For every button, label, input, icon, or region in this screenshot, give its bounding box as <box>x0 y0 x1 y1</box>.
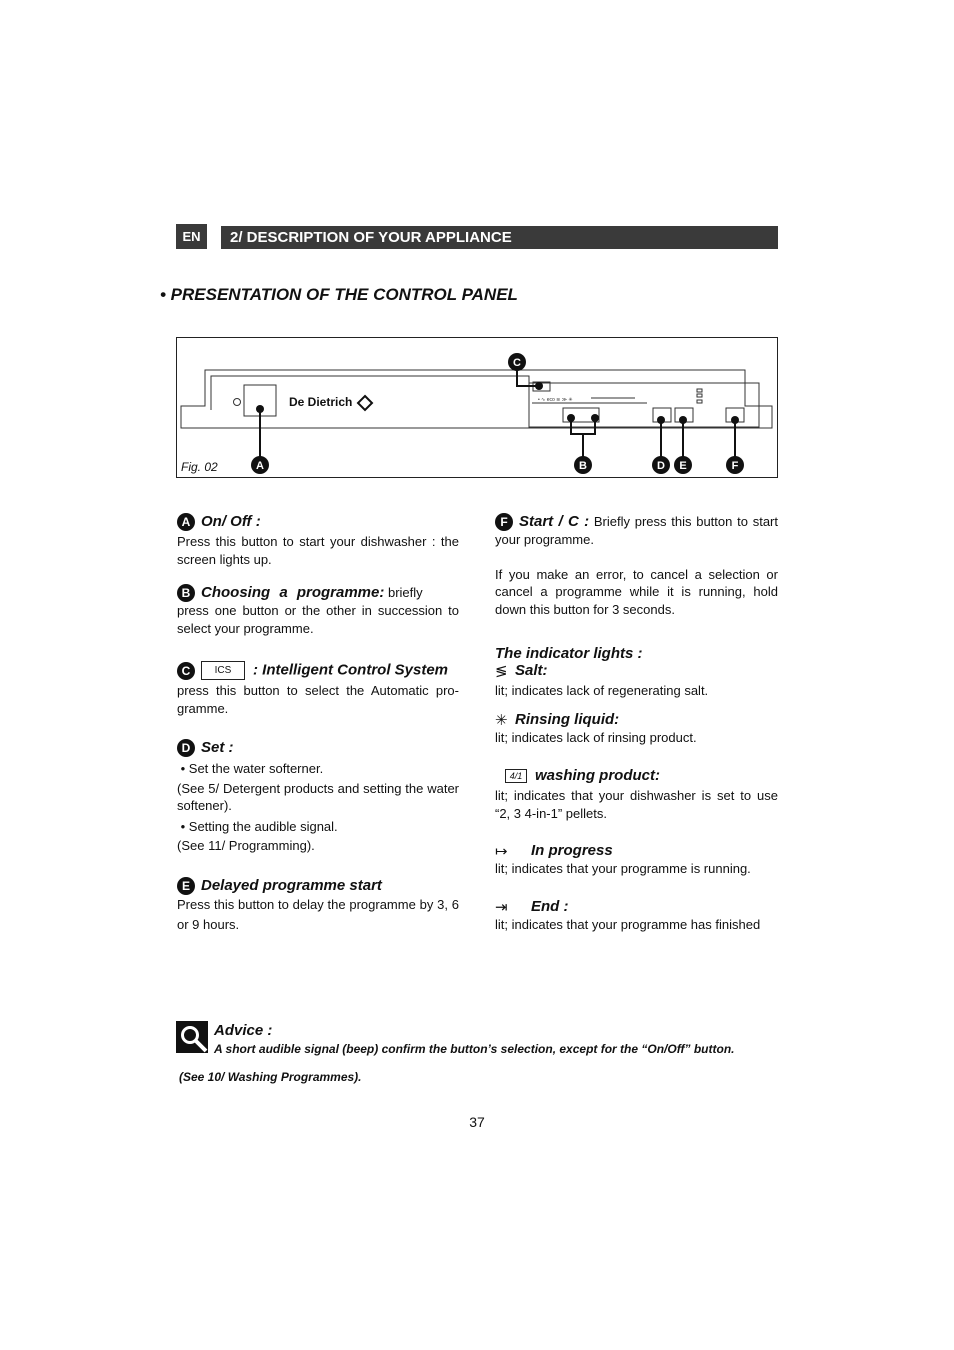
control-panel-drawing <box>177 338 776 476</box>
ics-icon: ICS <box>201 661 245 680</box>
set-note-1: (See 5/ Detergent products and setting the water softener). <box>177 780 459 814</box>
ics-heading: C ICS : Intelligent Control System <box>177 661 459 680</box>
in-progress-heading: ↦ In progress <box>495 842 613 861</box>
figure-caption: Fig. 02 <box>181 460 218 474</box>
language-tag: EN <box>176 224 207 249</box>
badge-a: A <box>177 513 195 531</box>
rinse-aid-icon: ✳ <box>495 711 508 729</box>
set-heading: D Set : <box>177 739 459 757</box>
advice-see-reference: (See 10/ Washing Programmes). <box>179 1070 362 1084</box>
end-text: lit; indicates that your programme has finished <box>495 916 761 932</box>
ics-text: press this button to select the Automatic pro-gramme. <box>177 683 459 716</box>
page-number: 37 <box>469 1114 485 1130</box>
callout-b: B <box>579 460 587 472</box>
delayed-start-heading: E Delayed programme start <box>177 877 459 895</box>
badge-f: F <box>495 513 513 531</box>
page-title: • PRESENTATION OF THE CONTROL PANEL <box>160 285 518 304</box>
delayed-start-text: Press this button to delay the programme by 3, 6 or 9 hours. <box>177 896 459 932</box>
callout-c: C <box>513 357 521 369</box>
magnifier-icon <box>176 1021 208 1053</box>
callout-f: F <box>731 460 739 472</box>
svg-text:• ∿ eco ≋ ≫ ✳: • ∿ eco ≋ ≫ ✳ <box>538 397 573 403</box>
start-block: F Start / C : Briefly press this button to start your programme. <box>495 513 778 548</box>
salt-text: lit; indicates lack of regenerating salt. <box>495 683 709 699</box>
left-column <box>177 513 459 935</box>
control-panel-figure <box>176 337 778 478</box>
badge-e: E <box>177 877 195 895</box>
brand-logo: De Dietrich <box>289 395 353 409</box>
choosing-programme-text: press one button or the other in succession to select your programme. <box>177 603 459 636</box>
washing-product-heading: 4/1 washing product: <box>495 767 778 784</box>
in-progress-icon: ↦ <box>495 843 508 861</box>
callout-e: E <box>679 460 687 472</box>
section-title: 2/ DESCRIPTION OF YOUR APPLIANCE <box>221 226 778 249</box>
end-heading: ⇥ End : <box>495 897 569 916</box>
callout-a: A <box>256 460 264 472</box>
right-column <box>495 513 778 933</box>
set-bullet-1: • Set the water softerner. <box>177 761 324 777</box>
choosing-programme-block: B Choosing a programme: briefly <box>177 584 459 602</box>
start-cancel-text: If you make an error, to cancel a selection or cancel a programme while it is running, hold down this button for 3 seconds. <box>495 566 778 617</box>
set-note-2: (See 11/ Programming). <box>177 838 315 854</box>
washing-product-text: lit; indicates that your dishwasher is set to use “2, 3 4-in-1” pellets. <box>495 788 778 821</box>
bullet-icon: • <box>177 818 189 834</box>
on-off-heading: A On/ Off : <box>177 513 459 531</box>
set-bullet-2: • Setting the audible signal. <box>177 818 338 834</box>
badge-b: B <box>177 584 195 602</box>
washing-product-icon: 4/1 <box>505 769 527 783</box>
in-progress-text: lit; indicates that your programme is running. <box>495 861 751 877</box>
bullet-icon: • <box>177 761 189 777</box>
rinse-text: lit; indicates lack of rinsing product. <box>495 729 697 745</box>
advice-heading: Advice : <box>214 1022 273 1039</box>
badge-d: D <box>177 739 195 757</box>
indicators-heading: The indicator lights : <box>495 645 643 663</box>
salt-icon: ≶ <box>495 663 508 681</box>
salt-heading: ≶ Salt: <box>495 662 548 681</box>
advice-text: A short audible signal (beep) confirm the button’s selection, except for the “On/Off” button. <box>214 1042 735 1056</box>
end-icon: ⇥ <box>495 898 508 916</box>
choosing-programme-heading: Choosing a programme: <box>201 584 385 602</box>
start-heading: Start / C : <box>519 513 590 530</box>
callout-d: D <box>657 460 665 472</box>
badge-c: C <box>177 662 195 680</box>
on-off-text: Press this button to start your dishwasher : the screen lights up. <box>177 534 459 567</box>
rinse-heading: ✳ Rinsing liquid: <box>495 710 620 729</box>
